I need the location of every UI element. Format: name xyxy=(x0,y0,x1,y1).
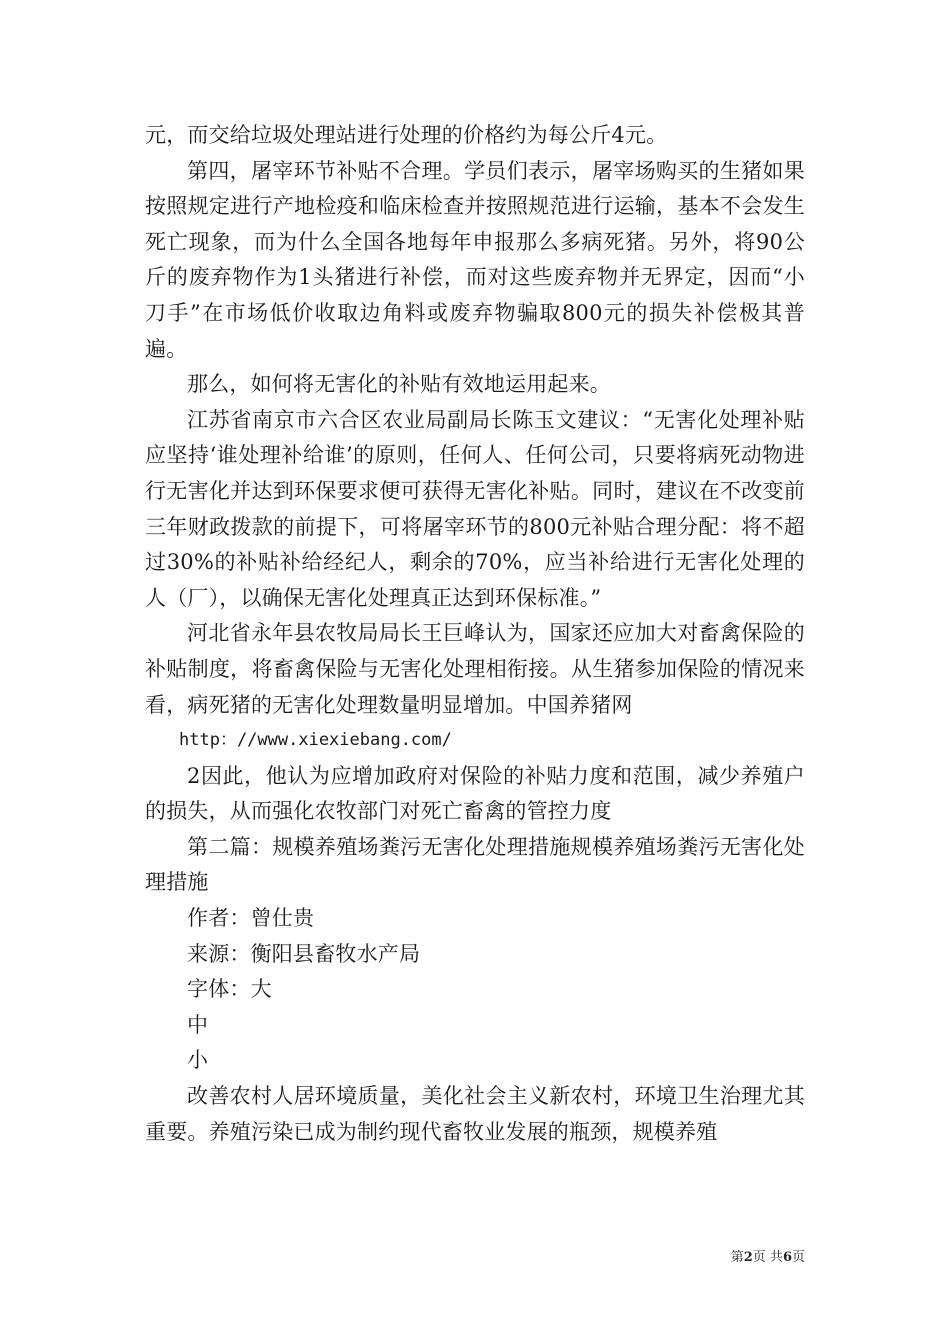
paragraph: 小 xyxy=(187,1048,209,1073)
paragraph: 第四，屠宰环节补贴不合理。学员们表示，屠宰场购买的生猪如果按照规定进行产地检疫和临床检查并按照规范进行运输，基本不会发生死亡现象，而为什么全国各地每年申报那么多病死猪。另外，将90公斤的废弃物作为1头猪进行补偿，而对这些废弃物并无界定，因而“小刀手”在市场低价收取边角料或废弃物骗取800元的损失补偿极其普遍。 xyxy=(145,158,805,361)
total-page-number: 6 xyxy=(782,1250,792,1265)
paragraph: 改善农村人居环境质量，美化社会主义新农村，环境卫生治理尤其重要。养殖污染已成为制约现代畜牧业发展的瓶颈，规模养殖 xyxy=(145,1084,805,1144)
paragraph: 第二篇：规模养殖场粪污无害化处理措施规模养殖场粪污无害化处理措施 xyxy=(145,834,805,895)
paragraph: 河北省永年县农牧局局长王巨峰认为，国家还应加大对畜禽保险的补贴制度，将畜禽保险与无害化处理相衔接。从生猪参加保险的情况来看，病死猪的无害化处理数量明显增加。中国养猪网 xyxy=(145,621,805,717)
footer-prefix: 第 xyxy=(730,1250,744,1265)
paragraph: 作者：曾仕贵 xyxy=(187,906,315,931)
document-body xyxy=(145,118,805,1150)
url-text: http：//www.xiexiebang.com/ xyxy=(179,730,452,751)
footer-suffix: 页 xyxy=(791,1250,805,1265)
paragraph: 中 xyxy=(187,1012,209,1037)
paragraph: 那么，如何将无害化的补贴有效地运用起来。 xyxy=(187,372,611,397)
paragraph: 江苏省南京市六合区农业局副局长陈玉文建议：“无害化处理补贴应坚持‘谁处理补给谁’的原则，任何人、任何公司，只要将病死动物进行无害化并达到环保要求便可获得无害化补贴。同时，建议在不改变前三年财政拨款的前提下，可将屠宰环节的800元补贴合理分配：将不超过30%的补贴补给经纪人，剩余的70%，应当补给进行无害化处理的人（厂），以确保无害化处理真正达到环保标准。” xyxy=(145,407,805,610)
paragraph: 元，而交给垃圾处理站进行处理的价格约为每公斤4元。 xyxy=(145,123,668,147)
paragraph: 2因此，他认为应增加政府对保险的补贴力度和范围，减少养殖户的损失，从而强化农牧部门对死亡畜禽的管控力度 xyxy=(145,763,805,824)
page-footer xyxy=(731,1249,805,1267)
footer-middle: 页 共 xyxy=(752,1250,783,1265)
paragraph: 字体：大 xyxy=(187,977,272,1002)
paragraph: 来源：衡阳县畜牧水产局 xyxy=(187,941,421,966)
current-page-number: 2 xyxy=(743,1250,753,1265)
